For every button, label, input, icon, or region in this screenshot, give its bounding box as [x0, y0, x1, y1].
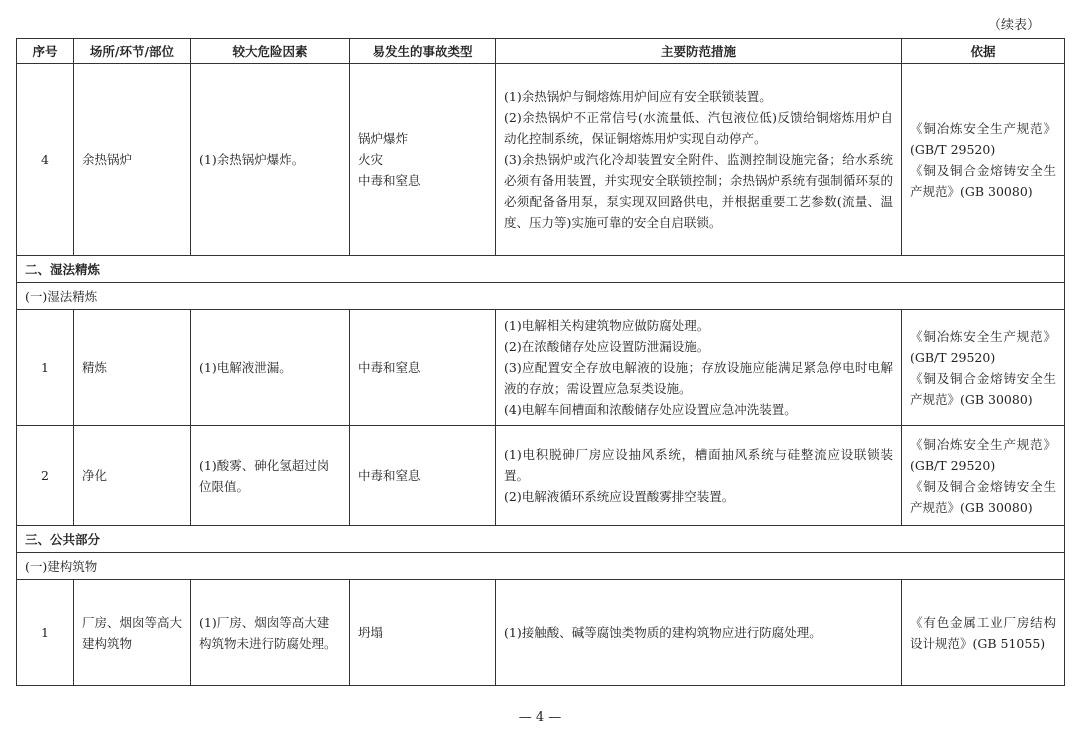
row-measures [496, 426, 902, 526]
measure-item: (1)电解相关构建筑物应做防腐处理。 [504, 318, 710, 333]
measure-item: (1)电积脱砷厂房应设抽风系统，槽面抽风系统与硅整流应设联锁装置。 [504, 447, 893, 483]
section-row [17, 526, 1065, 553]
row-place: 精炼 [74, 310, 191, 426]
row-measures [496, 64, 902, 256]
basis-item: 《铜冶炼安全生产规范》(GB/T 29520) [910, 120, 1056, 157]
accident-type: 火灾 [358, 152, 384, 167]
basis-item: 《铜及铜合金熔铸安全生产规范》(GB 30080) [910, 370, 1056, 407]
section-title: 二、湿法精炼 [17, 256, 1065, 283]
table-row [17, 64, 1065, 256]
row-risk: (1)厂房、烟囱等高大建构筑物未进行防腐处理。 [191, 580, 350, 686]
row-risk: (1)余热锅炉爆炸。 [191, 64, 350, 256]
subsection-title: (一)建构筑物 [17, 553, 1065, 580]
measure-item: (1)接触酸、碱等腐蚀类物质的建构筑物应进行防腐处理。 [504, 625, 822, 640]
subsection-title: (一)湿法精炼 [17, 283, 1065, 310]
row-basis [902, 580, 1065, 686]
row-no: 2 [17, 426, 74, 526]
accident-type: 中毒和窒息 [358, 360, 421, 375]
measure-item: (4)电解车间槽面和浓酸储存处应设置应急冲洗装置。 [504, 402, 797, 417]
measure-item: (2)余热锅炉不正常信号(水流量低、汽包液位低)反馈给铜熔炼用炉自动化控制系统，保证铜熔炼用炉实现自动停产。 [504, 110, 893, 146]
row-risk: (1)电解液泄漏。 [191, 310, 350, 426]
accident-type: 中毒和窒息 [358, 468, 421, 483]
row-basis [902, 426, 1065, 526]
accident-type: 中毒和窒息 [358, 173, 421, 188]
header-basis: 依据 [902, 39, 1065, 64]
measure-item: (1)余热锅炉与铜熔炼用炉间应有安全联锁装置。 [504, 89, 772, 104]
row-measures [496, 310, 902, 426]
section-title: 三、公共部分 [17, 526, 1065, 553]
subsection-row [17, 553, 1065, 580]
basis-item: 《铜及铜合金熔铸安全生产规范》(GB 30080) [910, 162, 1056, 199]
section-row [17, 256, 1065, 283]
row-accident [350, 64, 496, 256]
row-place: 余热锅炉 [74, 64, 191, 256]
header-no: 序号 [17, 39, 74, 64]
row-accident [350, 580, 496, 686]
table-row [17, 426, 1065, 526]
header-place: 场所/环节/部位 [74, 39, 191, 64]
continued-label: （续表） [987, 18, 1040, 33]
row-no: 1 [17, 310, 74, 426]
table-row [17, 310, 1065, 426]
measure-item: (3)应配置安全存放电解液的设施；存放设施应能满足紧急停电时电解液的存放；需设置应急泵类设施。 [504, 360, 893, 396]
row-risk: (1)酸雾、砷化氢超过岗位限值。 [191, 426, 350, 526]
accident-type: 坍塌 [358, 625, 384, 640]
row-accident [350, 310, 496, 426]
table-header-row [17, 39, 1065, 64]
subsection-row [17, 283, 1065, 310]
measure-item: (2)在浓酸储存处应设置防泄漏设施。 [504, 339, 710, 354]
row-no: 1 [17, 580, 74, 686]
header-accident: 易发生的事故类型 [350, 39, 496, 64]
row-basis [902, 64, 1065, 256]
row-accident [350, 426, 496, 526]
safety-table [16, 38, 1065, 686]
measure-item: (2)电解液循环系统应设置酸雾排空装置。 [504, 489, 735, 504]
basis-item: 《铜及铜合金熔铸安全生产规范》(GB 30080) [910, 478, 1056, 515]
table-row [17, 580, 1065, 686]
row-measures [496, 580, 902, 686]
header-measures: 主要防范措施 [496, 39, 902, 64]
header-risk: 较大危险因素 [191, 39, 350, 64]
row-place: 厂房、烟囱等高大建构筑物 [74, 580, 191, 686]
basis-item: 《有色金属工业厂房结构设计规范》(GB 51055) [910, 614, 1056, 651]
measure-item: (3)余热锅炉或汽化冷却装置安全附件、监测控制设施完备；给水系统必须有备用装置，并实现安全联锁控制；余热锅炉系统有强制循环泵的必须配备备用泵，泵实现双回路供电，并根据重要工艺参数(流量、温度、压力等)实施可靠的安全自启联锁。 [504, 152, 893, 230]
accident-type: 锅炉爆炸 [358, 131, 409, 146]
basis-item: 《铜冶炼安全生产规范》(GB/T 29520) [910, 436, 1056, 473]
row-place: 净化 [74, 426, 191, 526]
row-basis [902, 310, 1065, 426]
basis-item: 《铜冶炼安全生产规范》(GB/T 29520) [910, 328, 1056, 365]
row-no: 4 [17, 64, 74, 256]
page-number: — 4 — [518, 710, 562, 725]
